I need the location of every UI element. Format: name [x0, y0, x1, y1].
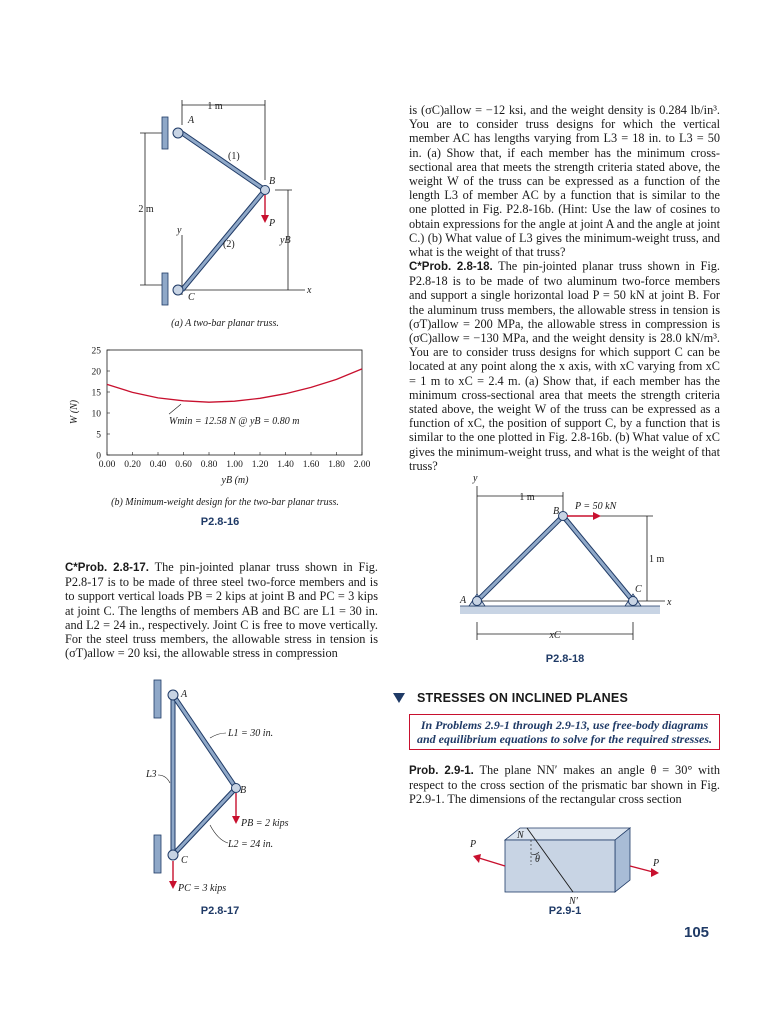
y-tick-label: 10: [91, 409, 101, 420]
x-tick-label: 0.80: [200, 460, 218, 470]
section-title: STRESSES ON INCLINED PLANES: [417, 691, 628, 705]
axis-x-label: x: [307, 285, 312, 296]
prob-2-8-17-continued: is (σC)allow = −12 ksi, and the weight density is 0.284 lb/in³. You are to consider truss designs for which the vertical member AC has lengths varying from L3 = 18 in. to L3 = 50 in. (a) Show that, if each member has the minimum cross-sectional area that meets the strength criteria stated above, the weight W of the truss can be expressed as a function of the length L3 of member AC by a function that is similar to the one plotted in Fig. P2.8-16b. (Hint: Use the law of cosines to obtain expressions for the angle at joint A and the angle at joint C.) (b) What value of L3 gives the minimum-weight truss, and what is the weight of that truss?: [409, 103, 720, 260]
x-tick-label: 1.00: [226, 460, 243, 470]
axis-x-label: x: [667, 597, 672, 608]
y-tick-label: 0: [96, 451, 101, 462]
joint-b-label: B: [269, 176, 276, 187]
x-tick-label: 1.20: [251, 460, 269, 470]
member-1-label: (1): [228, 151, 240, 162]
joint-c-label: C: [635, 584, 642, 595]
chart-ylabel: W (N): [69, 399, 80, 425]
axis-y-label: y: [177, 225, 182, 236]
x-tick-label: 0.40: [149, 460, 167, 470]
dim-2m: 2 m: [138, 204, 154, 215]
load-p-label: P = 50 kN: [575, 501, 617, 512]
section-heading: [393, 689, 723, 707]
y-tick-label: 20: [91, 367, 101, 378]
l2-label: L2 = 24 in.: [228, 839, 274, 850]
caption-p2-8-16a: (a) A two-bar planar truss.: [171, 318, 279, 329]
figure-label-p2-8-17: P2.8-17: [200, 905, 240, 917]
joint-a-label: A: [460, 595, 467, 606]
member-2-label: (2): [223, 239, 235, 250]
x-tick-label: 2.00: [353, 460, 371, 470]
x-tick-label: 1.40: [277, 460, 294, 470]
dim-1m-side: 1 m: [649, 554, 665, 565]
prob-2-9-1: [409, 763, 720, 807]
joint-b-label: B: [240, 785, 247, 796]
page-number: 105: [684, 924, 710, 941]
figure-label-p2-8-16: P2.8-16: [200, 516, 240, 528]
prob-2-8-17-heading: C*Prob. 2.8-17.: [65, 562, 149, 574]
l1-label: L1 = 30 in.: [228, 728, 274, 739]
y-tick-label: 5: [96, 430, 101, 441]
prob-2-8-17-text: The pin-jointed planar truss shown in Fig. P2.8-17 is to be made of three steel two-force members and is to support vertical loads PB = 2 kips at joint B and PC = 3 kips at joint C. The lengths of members AB and BC are L1 = 30 in. and L2 = 24 in., respectively. Joint C is free to move vertically. For the steel truss members, the allowable stress in tension is (σT)allow = 20 ksi, the allowable stress in compression: [65, 560, 379, 661]
p-left-label: P: [470, 839, 477, 850]
y-tick-label: 25: [91, 346, 101, 357]
figure-p2-9-1: [465, 820, 675, 910]
figure-p2-8-16a: [120, 95, 330, 315]
joint-c-label: C: [181, 855, 188, 866]
chart-p2-8-16b: [55, 340, 375, 490]
x-tick-label: 0.20: [124, 460, 141, 470]
axis-y-label: y: [473, 473, 478, 484]
figure-label-p2-8-18: P2.8-18: [545, 653, 585, 665]
joint-c-label: C: [188, 292, 195, 303]
theta-label: θ: [535, 854, 540, 865]
prob-2-8-18-text: The pin-jointed planar truss shown in Fig. P2.8-18 is to be made of two aluminum two-force members and support a single horizontal load P = 50 kN at joint B. For the aluminum truss members, the allowable stress in tension is (σT)allow = 200 MPa, the allowable stress in compression is (σC)allow = −130 MPa, and the weight density is 28.0 kN/m³. You are to consider truss designs for which support C can be located at any point along the x axis, with xC varying from xC = 1 m to xC = 2.4 m. (a) Show that, if each member has the minimum cross-sectional area that meets the strength criteria stated above, the weight W of the truss can be expressed as a function of xC, the position of support C, by a function that is similar to the one plotted in Fig. 2.8-16b. (b) What value of xC gives the minimum-weight truss, and what is the weight of that truss?: [409, 259, 721, 473]
x-tick-label: 0.00: [98, 460, 116, 470]
prob-2-8-17: [65, 560, 378, 660]
prob-2-9-1-text: The plane NN′ makes an angle θ = 30° with respect to the cross section of the prismatic bar shown in Fig. P2.9-1. The dimensions of the rectangular cross section: [409, 763, 721, 807]
prob-2-8-18-heading: C*Prob. 2.8-18.: [409, 261, 493, 273]
weight-curve: [107, 369, 362, 402]
x-tick-label: 1.80: [328, 460, 345, 470]
joint-a-label: A: [181, 689, 188, 700]
prob-2-8-18: [409, 259, 720, 473]
l3-label: L3: [146, 769, 157, 780]
y-tick-label: 15: [91, 388, 101, 399]
caption-p2-8-16b: (b) Minimum-weight design for the two-bar planar truss.: [111, 497, 339, 508]
dim-1m: 1 m: [207, 101, 223, 112]
pc-label: PC = 3 kips: [178, 883, 227, 894]
p-right-label: P: [653, 858, 660, 869]
n-prime-label: N′: [569, 896, 578, 907]
load-p-label: P: [269, 218, 276, 229]
figure-p2-8-17: [140, 675, 320, 900]
figure-label-p2-9-1: P2.9-1: [548, 905, 582, 917]
annotation-leader: [169, 404, 181, 414]
pb-label: PB = 2 kips: [241, 818, 289, 829]
x-tick-label: 0.60: [175, 460, 192, 470]
xc-label: xC: [549, 630, 561, 641]
joint-a-label: A: [188, 115, 195, 126]
figure-p2-8-18: [455, 472, 685, 652]
dim-1m-top: 1 m: [519, 492, 535, 503]
prob-2-9-1-heading: Prob. 2.9-1.: [409, 765, 474, 777]
plot-frame: [107, 350, 362, 455]
minimum-annotation: Wmin = 12.58 N @ yB = 0.80 m: [169, 416, 300, 428]
triangle-bullet-icon: [393, 693, 405, 703]
joint-b-label: B: [553, 506, 560, 517]
x-tick-label: 1.60: [302, 460, 320, 470]
n-label: N: [517, 830, 524, 841]
yB-label: yB: [280, 235, 291, 246]
instructions-box: In Problems 2.9-1 through 2.9-13, use free-body diagrams and equilibrium equations to solve for the required stresses.: [409, 714, 720, 750]
chart-xlabel: yB (m): [221, 475, 249, 486]
